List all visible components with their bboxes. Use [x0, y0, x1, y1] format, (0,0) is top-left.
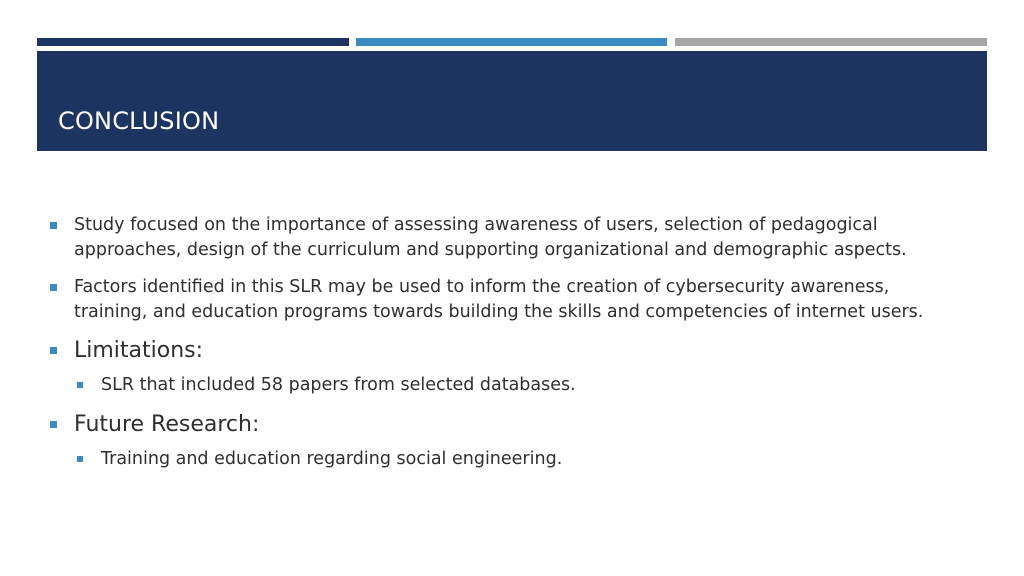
accent-bar-navy: [37, 38, 349, 46]
square-bullet-icon: [50, 421, 57, 428]
sub-bullet-item: [75, 447, 968, 472]
bullet-item-limitations: [48, 337, 968, 365]
bullet-heading: Future Research:: [74, 412, 260, 437]
accent-bar-blue: [356, 38, 667, 46]
square-bullet-icon: [77, 382, 83, 388]
bullet-text: Study focused on the importance of assessing awareness of users, selection of pedagogical approaches, design of the curriculum and supporting organizational and demographic aspects.: [74, 215, 907, 260]
square-bullet-icon: [50, 347, 57, 354]
square-bullet-icon: [50, 222, 57, 229]
bullet-item: [48, 275, 968, 325]
title-band: [37, 51, 987, 151]
sub-bullet-text: SLR that included 58 papers from selected databases.: [101, 375, 576, 395]
accent-bar-gray: [675, 38, 987, 46]
bullet-heading: Limitations:: [74, 338, 204, 363]
square-bullet-icon: [50, 284, 57, 291]
bullet-text: Factors identified in this SLR may be used to inform the creation of cybersecurity awareness, training, and education programs towards building the skills and competencies of internet users.: [74, 277, 924, 322]
bullet-list: [48, 213, 968, 485]
sub-bullet-text: Training and education regarding social engineering.: [101, 449, 563, 469]
slide-title: CONCLUSION: [58, 107, 220, 135]
square-bullet-icon: [77, 456, 83, 462]
sub-bullet-item: [75, 373, 968, 398]
bullet-item-future-research: [48, 411, 968, 439]
bullet-item: [48, 213, 968, 263]
